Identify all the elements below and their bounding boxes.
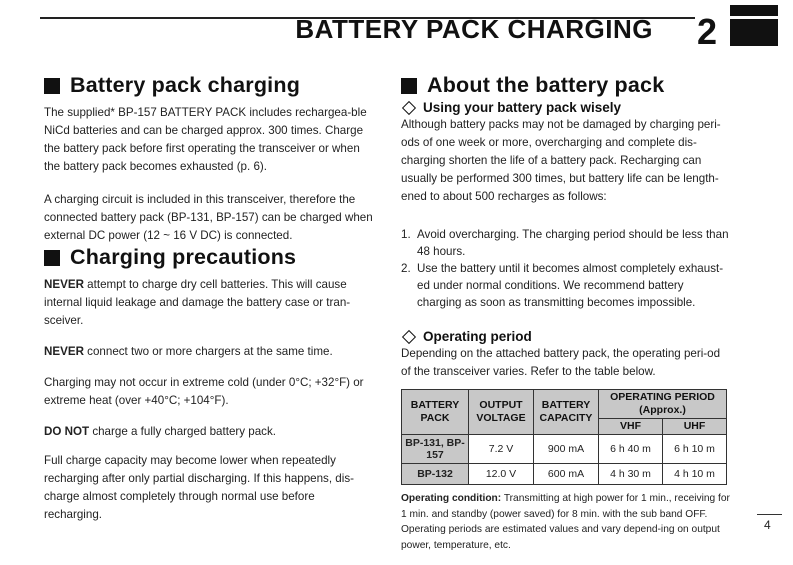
square-bullet-icon xyxy=(44,250,60,266)
table-row: BP-132 12.0 V 600 mA 4 h 30 m 4 h 10 m xyxy=(402,464,727,485)
section-heading-battery-pack-charging xyxy=(44,73,374,98)
operating-period-table xyxy=(401,389,727,485)
square-bullet-icon xyxy=(44,78,60,94)
recharge-tips-list xyxy=(401,226,731,311)
paragraph: Although battery packs may not be damaged by charging peri-ods of one week or more, overcharging and complete dis-charging shorten the life of a battery pack. Recharging can usually be performed 300 times, but battery life can be length-ened to about 500 recharges as follows: xyxy=(401,118,721,203)
section-heading-charging-precautions xyxy=(44,245,374,270)
table-header: UHF xyxy=(662,419,726,435)
chapter-tab-marker xyxy=(730,5,778,46)
square-bullet-icon xyxy=(401,78,417,94)
paragraph xyxy=(44,423,374,441)
table-header: BATTERY PACK xyxy=(402,390,469,435)
text: attempt to charge dry cell batteries. This will cause internal liquid leakage and damage the battery case or tran-sceiver. xyxy=(44,278,351,327)
paragraph: A charging circuit is included in this transceiver, therefore the connected battery pack (BP-131, BP-157) can be charged when external DC power (12 ~ 16 V DC) is connected. xyxy=(44,193,373,242)
paragraph xyxy=(44,276,374,330)
table-header: BATTERY CAPACITY xyxy=(534,390,599,435)
left-column xyxy=(44,73,374,524)
section-title: About the battery pack xyxy=(427,73,665,97)
diamond-bullet-icon xyxy=(402,100,416,114)
paragraph xyxy=(44,343,374,361)
subheading-operating-period xyxy=(401,329,731,344)
list-item: 2. Use the battery until it becomes almost completely exhaust-ed under normal conditions. We recommend battery charging as soon as transmitting becomes impossible. xyxy=(401,262,724,309)
table-header: OUTPUT VOLTAGE xyxy=(469,390,534,435)
subheading-text: Using your battery pack wisely xyxy=(423,100,622,115)
table-header: OPERATING PERIOD (Approx.) xyxy=(599,390,727,419)
emphasis: DO NOT xyxy=(44,425,90,438)
text: charge a fully charged battery pack. xyxy=(89,425,276,438)
section-title: Battery pack charging xyxy=(70,73,301,97)
table-row: BP-131, BP-157 7.2 V 900 mA 6 h 40 m 6 h 10 m xyxy=(402,435,727,464)
chapter-number: 2 xyxy=(697,11,718,52)
table-header: VHF xyxy=(599,419,663,435)
section-title: Charging precautions xyxy=(70,245,297,269)
list-item: 1. Avoid overcharging. The charging period should be less than 48 hours. xyxy=(401,228,729,258)
header-title: BATTERY PACK CHARGING xyxy=(295,14,653,44)
paragraph: Full charge capacity may become lower when repeatedly recharging after only partial discharging. If this happens, dis-charge almost completely through normal use before recharging. xyxy=(44,454,354,521)
subheading-using-wisely xyxy=(401,100,731,115)
subheading-text: Operating period xyxy=(423,329,532,344)
text: connect two or more chargers at the same time. xyxy=(83,345,333,358)
operating-condition-note: Operating condition: Transmitting at high power for 1 min., receiving for 1 min. and standby (power saved) for 8 min. with the sub band OFF. Operating periods are estimated values and vary depend-ing on output power, temperature, etc. xyxy=(401,493,730,551)
paragraph: Charging may not occur in extreme cold (under 0°C; +32°F) or extreme heat (over +40°C; +104°F). xyxy=(44,376,364,407)
page-number: 4 xyxy=(764,518,771,532)
paragraph: The supplied* BP-157 BATTERY PACK includes rechargea-ble NiCd batteries and can be charged approx. 300 times. Charge the battery pack before first operating the transceiver or when the battery pack becomes exhausted (p. 6). xyxy=(44,106,367,173)
emphasis: NEVER xyxy=(44,345,84,358)
paragraph: Depending on the attached battery pack, the operating peri-od of the transceiver varies. Refer to the table below. xyxy=(401,347,721,378)
section-heading-about-battery-pack xyxy=(401,73,731,98)
diamond-bullet-icon xyxy=(402,329,416,343)
page-number-rule xyxy=(757,514,782,515)
right-column xyxy=(401,73,731,553)
emphasis: NEVER xyxy=(44,278,84,291)
